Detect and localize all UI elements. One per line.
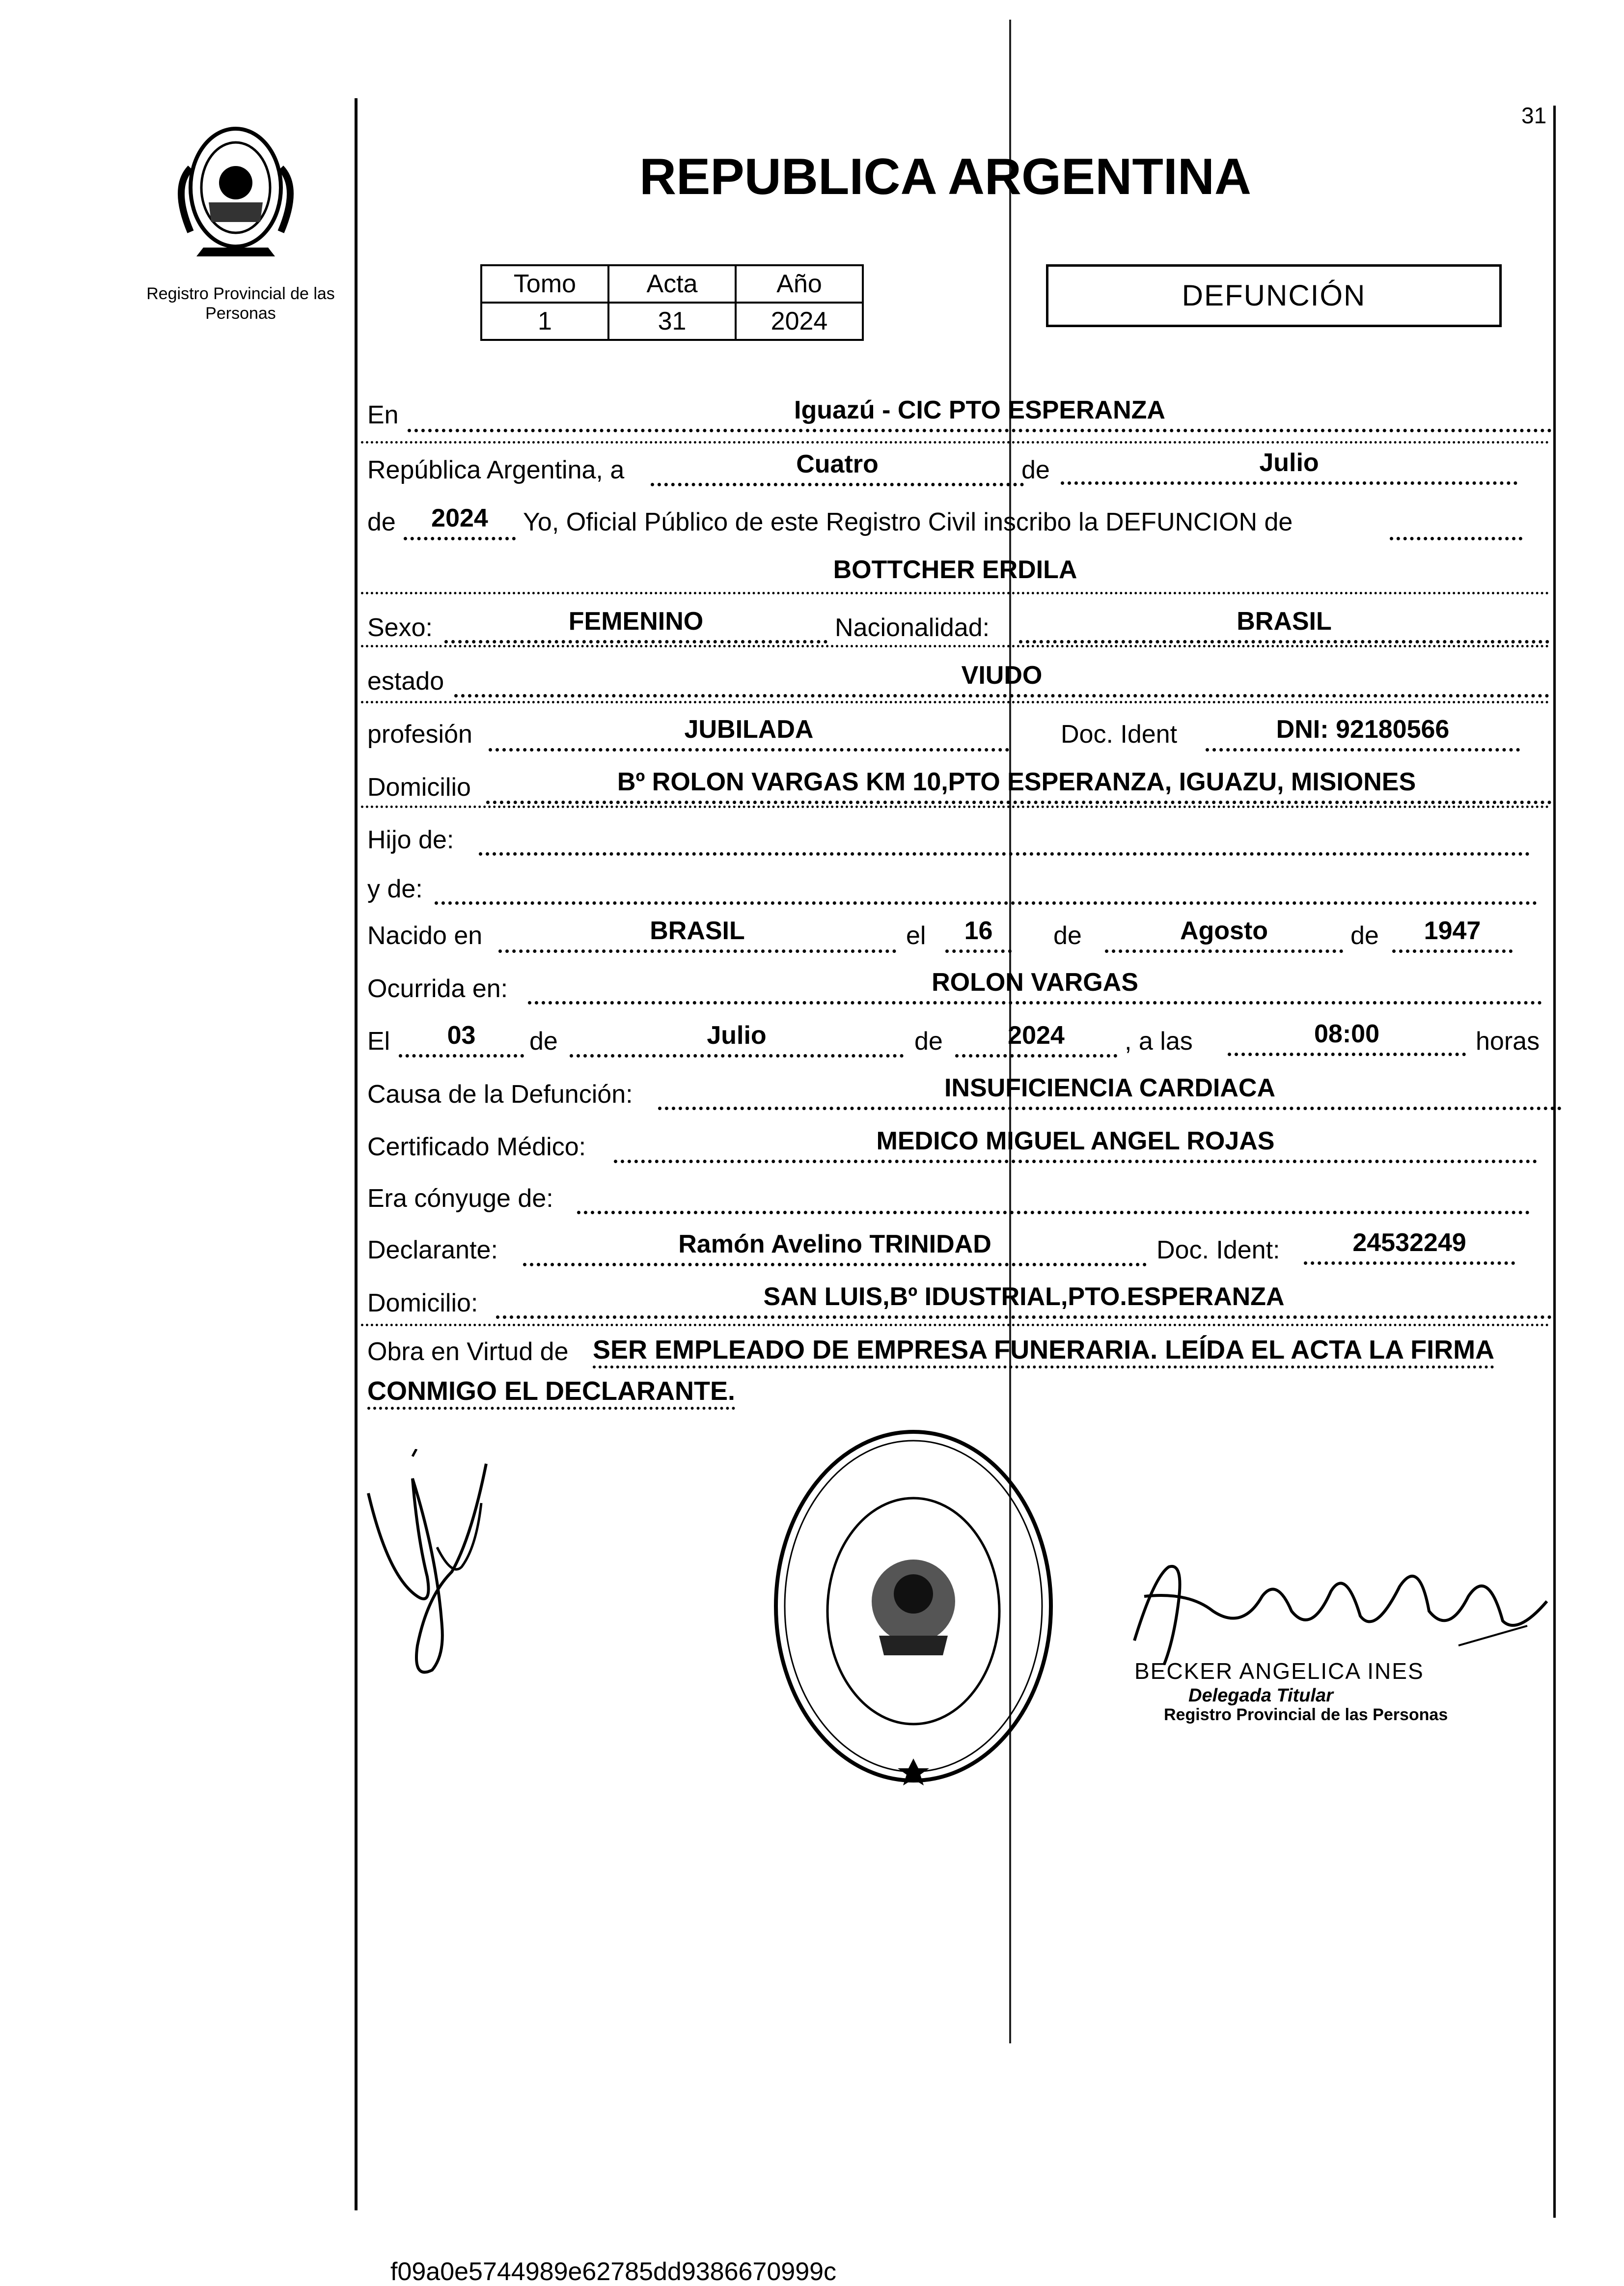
label-en: En [367,401,399,429]
field-underline [1105,949,1343,953]
field-underline [496,1315,1552,1319]
field-underline [523,1263,1147,1266]
field-underline [577,1211,1530,1214]
label-a-las: , a las [1125,1027,1193,1056]
document-hash: f09a0e5744989e62785dd9386670999c [390,2258,837,2286]
label-de: de [529,1027,558,1056]
label-de: de [1350,921,1379,950]
row-separator [361,1324,1549,1326]
value-lugar: Iguazú - CIC PTO ESPERANZA [794,396,1165,424]
field-underline [479,852,1530,856]
table-value-anio: 2024 [736,303,863,340]
record-meta-table [480,264,864,341]
label-sexo: Sexo: [367,613,433,642]
registry-name: Registro Provincial de las Personas [146,284,335,323]
field-underline [1206,748,1520,752]
field-underline [454,694,1549,697]
label-y-de: y de: [367,875,423,903]
left-margin-rule [355,98,358,2210]
page-title: REPUBLICA ARGENTINA [639,148,1252,205]
field-underline [399,1054,524,1058]
record-type-box: DEFUNCIÓN [1046,264,1502,327]
field-underline [1228,1053,1466,1056]
label-ocurrida-en: Ocurrida en: [367,975,508,1003]
field-underline [651,483,1024,486]
label-republica: República Argentina, a [367,456,625,484]
field-underline [1061,481,1517,485]
field-underline [408,429,1552,432]
value-nacimiento-dia: 16 [964,917,993,945]
label-doc-ident: Doc. Ident [1061,720,1178,749]
table-header-acta: Acta [608,265,736,303]
label-certificado: Certificado Médico: [367,1133,586,1161]
value-defuncion-anio: 2024 [1008,1021,1065,1050]
field-underline [489,748,1009,752]
value-anio-inscripcion: 2024 [431,504,488,532]
table-header-anio: Año [736,265,863,303]
value-dia-inscripcion: Cuatro [796,450,879,478]
right-margin-rule [1553,106,1556,2218]
declarant-signature [358,1449,535,1704]
field-underline [955,1054,1117,1058]
value-defuncion-dia: 03 [447,1021,476,1050]
value-nacimiento-anio: 1947 [1424,917,1481,945]
value-declarante: Ramón Avelino TRINIDAD [678,1230,991,1258]
field-underline [498,949,896,953]
field-underline [658,1107,1562,1110]
value-declarante-domicilio: SAN LUIS,Bº IDUSTRIAL,PTO.ESPERANZA [763,1282,1285,1311]
label-domicilio: Domicilio [367,773,471,802]
label-yo: Yo, Oficial Público de este Registro Civil inscribo la DEFUNCION de [523,508,1293,536]
field-underline [614,1160,1537,1163]
official-role: Delegada Titular [1188,1685,1333,1706]
label-causa: Causa de la Defunción: [367,1080,633,1109]
value-nombre: BOTTCHER ERDILA [833,556,1077,584]
value-defuncion-hora: 08:00 [1314,1020,1379,1048]
value-declarante-doc: 24532249 [1352,1228,1466,1257]
misiones-emblem-logo [162,109,309,266]
value-obra-line2: CONMIGO EL DECLARANTE. [367,1375,735,1410]
label-obra-en-virtud: Obra en Virtud de [367,1338,569,1366]
value-nacionalidad: BRASIL [1237,607,1332,636]
label-profesion: profesión [367,720,472,749]
value-nacido-en: BRASIL [650,917,745,945]
official-office: Registro Provincial de las Personas [1164,1705,1448,1724]
value-domicilio: Bº ROLON VARGAS KM 10,PTO ESPERANZA, IGUAZU, MISIONES [617,768,1416,796]
label-el: el [906,921,926,950]
value-ocurrida-en: ROLON VARGAS [932,968,1138,997]
value-causa: INSUFICIENCIA CARDIACA [944,1074,1276,1102]
page-number: 31 [1521,103,1547,128]
label-el: El [367,1027,390,1056]
table-value-acta: 31 [608,303,736,340]
row-separator [361,806,1549,808]
registry-seal [771,1424,1056,1788]
label-conyuge: Era cónyuge de: [367,1184,553,1213]
value-documento: DNI: 92180566 [1276,715,1450,744]
row-separator [361,441,1549,444]
field-underline [945,949,1012,953]
label-horas: horas [1476,1027,1540,1056]
label-nacido-en: Nacido en [367,921,483,950]
field-underline [570,1054,904,1058]
value-certificado: MEDICO MIGUEL ANGEL ROJAS [876,1127,1275,1155]
field-underline [404,537,516,540]
official-name: BECKER ANGELICA INES [1134,1658,1424,1684]
label-de: de [914,1027,943,1056]
value-nacimiento-mes: Agosto [1180,917,1268,945]
value-mes-inscripcion: Julio [1259,448,1319,477]
value-profesion: JUBILADA [684,715,814,744]
field-underline [1390,537,1522,540]
field-underline [528,1001,1542,1004]
label-declarante: Declarante: [367,1236,498,1264]
table-value-tomo: 1 [481,303,608,340]
value-obra-line1: SER EMPLEADO DE EMPRESA FUNERARIA. LEÍDA EL ACTA LA FIRMA [593,1334,1494,1368]
row-separator [361,645,1549,647]
value-defuncion-mes: Julio [707,1021,767,1050]
row-separator [361,701,1549,703]
field-underline [1392,949,1513,953]
value-sexo: FEMENINO [568,607,704,636]
label-hijo-de: Hijo de: [367,826,454,854]
label-estado: estado [367,667,444,696]
row-separator [361,592,1549,594]
field-underline [486,801,1552,804]
field-underline [435,901,1537,905]
label-de: de [1053,921,1082,950]
field-underline [1019,640,1549,643]
field-underline [1304,1261,1515,1265]
label-de: de [1021,456,1050,484]
label-nacionalidad: Nacionalidad: [835,613,990,642]
label-doc-ident: Doc. Ident: [1156,1236,1280,1264]
table-header-tomo: Tomo [481,265,608,303]
official-signature [1115,1537,1557,1665]
value-estado: VIUDO [961,661,1043,690]
field-underline [444,640,827,643]
label-de: de [367,508,396,536]
label-domicilio: Domicilio: [367,1289,478,1317]
